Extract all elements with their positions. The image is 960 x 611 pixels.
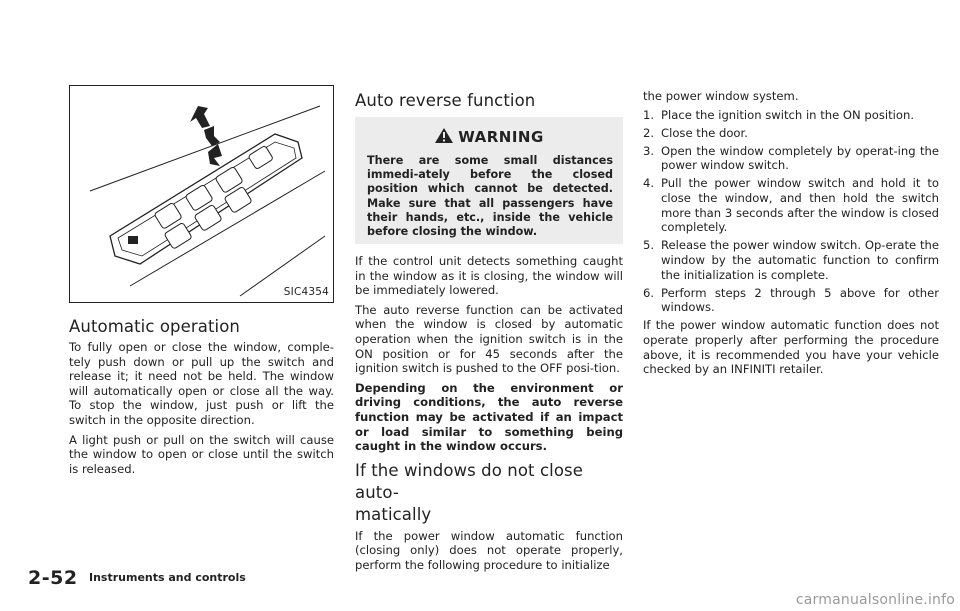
watermark: carmanualsonline.info	[795, 592, 955, 608]
list-item: 4. Pull the power window switch and hold it to close the window, and then hold the switch more than 3 seconds after the window is closed completely.	[643, 176, 939, 235]
switch-illustration	[69, 85, 334, 303]
column-2-body	[355, 254, 623, 573]
warning-title-text: WARNING	[458, 128, 544, 146]
page-number: 2-52	[28, 567, 78, 589]
list-item: 6. Perform steps 2 through 5 above for other windows.	[643, 285, 939, 315]
list-item: 1. Place the ignition switch in the ON position.	[643, 107, 915, 122]
window-switch-drawing	[70, 86, 333, 302]
warning-text: There are some small distances immedi-ately before the closed position which cannot be detected. Make sure that all passengers have their hands, etc., inside the vehicle before closing the window.	[367, 154, 613, 239]
paragraph: If the control unit detects something caught in the window as it is closing, the window will be immediately lowered.	[355, 254, 623, 298]
warning-title	[355, 127, 623, 146]
intro-text: the power window system.	[643, 89, 799, 103]
section-title: Instruments and controls	[89, 571, 246, 584]
paragraph: A light push or pull on the switch will cause the window to open or close until the switch is released.	[69, 432, 334, 476]
heading-auto-reverse: Auto reverse function	[355, 91, 536, 110]
column-3	[643, 89, 939, 377]
paragraph: If the power window automatic function (closing only) does not operate properly, perform the following procedure to initialize	[355, 528, 623, 572]
list-item: 3. Open the window completely by operat-ing the power window switch.	[643, 143, 939, 173]
warning-triangle-icon	[434, 127, 454, 144]
heading-line-2: matically	[355, 504, 432, 524]
warning-box	[355, 117, 623, 244]
heading-automatic-operation: Automatic operation	[69, 317, 240, 336]
figure-code: SIC4354	[283, 286, 329, 298]
list-item: 2. Close the door.	[643, 125, 748, 140]
paragraph-bold: Depending on the environment or driving conditions, the auto reverse function may be activated if an impact or load similar to something being caught in the window occurs.	[355, 380, 623, 454]
paragraph: The auto reverse function can be activated when the window is closed by automatic operation when the ignition switch is in the ON position or for 45 seconds after the ignition switch is pushed to the OFF posi-tion.	[355, 302, 623, 376]
procedure-steps	[643, 108, 939, 315]
list-item: 5. Release the power window switch. Op-erate the window by the automatic function to confirm the initialization is complete.	[643, 238, 939, 282]
heading-windows-not-close	[355, 460, 623, 526]
outro-text: If the power window automatic function does not operate properly after performing the procedure above, it is recommended you have your vehicle checked by an INFINITI retailer.	[643, 318, 939, 377]
column-1	[69, 316, 334, 476]
heading-line-1: If the windows do not close auto-	[355, 460, 583, 502]
column-2	[355, 90, 623, 112]
paragraph: To fully open or close the window, comple-tely push down or pull up the switch and release it; it need not be held. The window will automatically open or close all the way. To stop the window, just push or lift the switch in the opposite direction.	[69, 340, 334, 427]
